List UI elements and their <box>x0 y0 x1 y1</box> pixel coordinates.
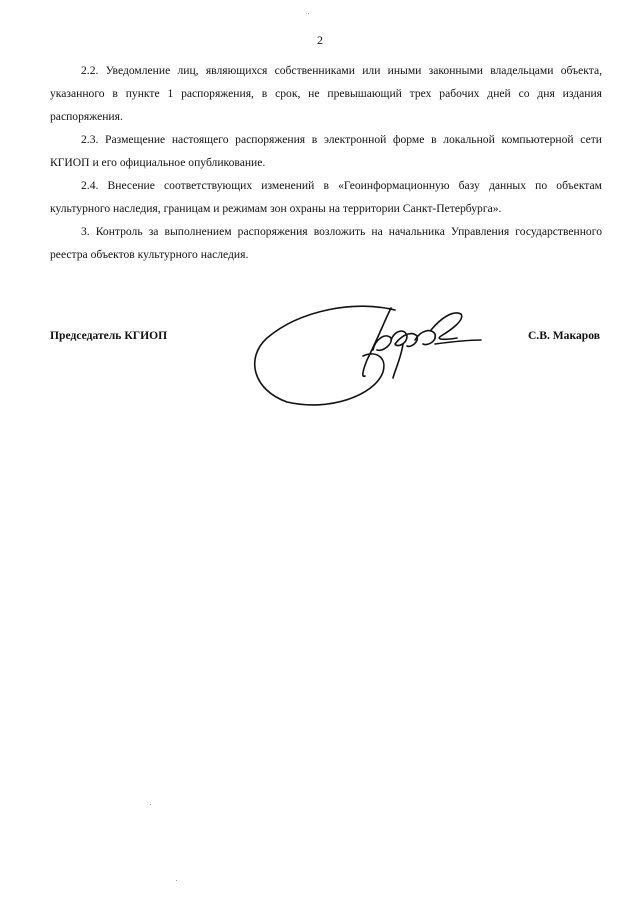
document-body <box>50 59 602 266</box>
paragraph-2-4: 2.4. Внесение соответствующих изменений в «Геоинформационную базу данных по объектам культурного наследия, границам и режимам зон охраны на территории Санкт-Петербурга». <box>50 179 602 215</box>
signer-name: С.В. Макаров <box>527 329 600 342</box>
handwritten-signature <box>245 300 485 412</box>
paragraph-2-3: 2.3. Размещение настоящего распоряжения в электронной форме в локальной компьютерной сети КГИОП и его официальное опубликование. <box>50 133 602 169</box>
scan-speck <box>150 804 151 805</box>
scan-speck <box>176 880 177 881</box>
paragraph-2-2: 2.2. Уведомление лиц, являющихся собственниками или иными законными владельцами объекта, указанного в пункте 1 распоряжения, в срок, не превышающий трех рабочих дней со дня издания распоряжения. <box>50 64 602 123</box>
signer-title: Председатель КГИОП <box>50 329 168 342</box>
paragraph-3: 3. Контроль за выполнением распоряжения возложить на начальника Управления государственного реестра объектов культурного наследия. <box>50 225 602 261</box>
page-number: 2 <box>317 33 323 47</box>
scan-speck <box>308 13 309 14</box>
